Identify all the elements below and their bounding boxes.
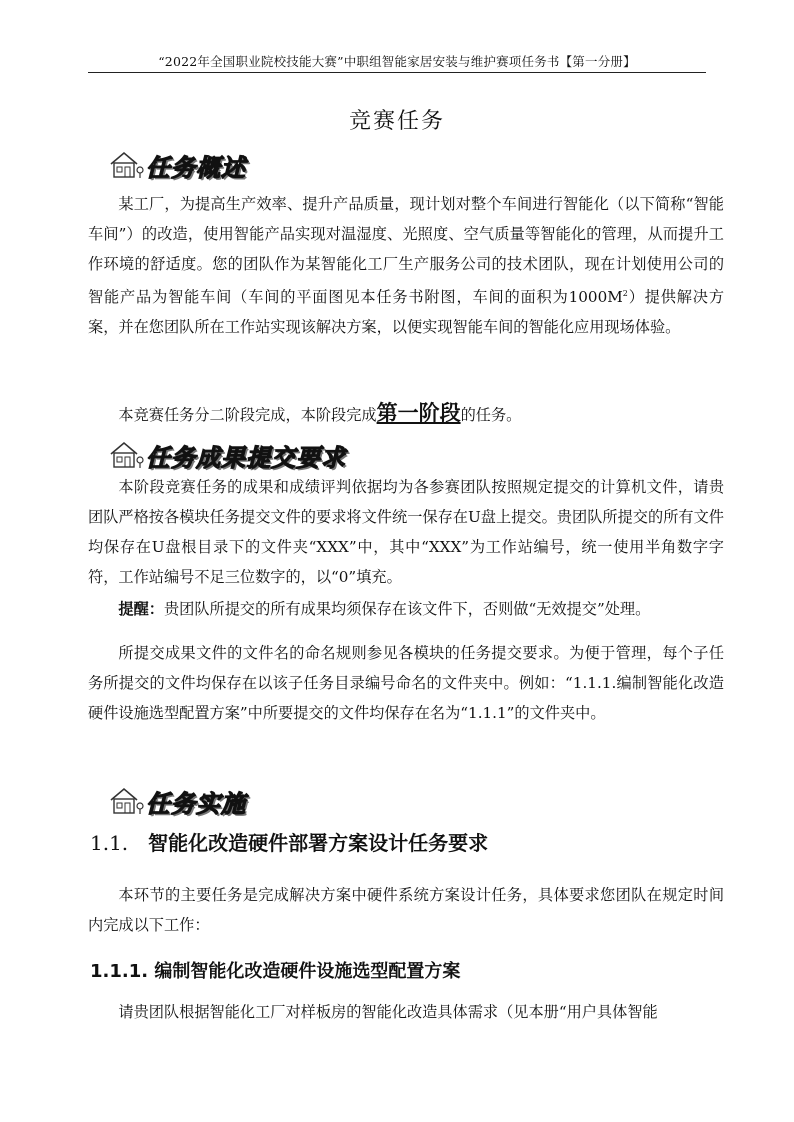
section-1-1-1-heading: 1.1.1. 编制智能化改造硬件设施选型配置方案 [90, 961, 461, 982]
banner-implementation-text: 任务实施 [146, 789, 246, 818]
running-header: “2022年全国职业院校技能大赛”中职组智能家居安装与维护赛项任务书【第一分册】 [158, 54, 636, 69]
house-icon [108, 786, 144, 816]
banner-overview [108, 150, 246, 180]
overview-text: 某工厂，为提高生产效率、提升产品质量，现计划对整个车间进行智能化（以下简称“智能车间”）的改造，使用智能产品实现对温湿度、光照度、空气质量等智能化的管理，从而提升工作环境的舒适度。您的团队作为某智能化工厂生产服务公司的技术团队，现在计划使用公司的智能产品为智能车间（车间的平面图见本任务书附图，车间的面积为1000M [88, 195, 724, 307]
header-rule [88, 72, 706, 73]
overview-paragraph-2 [88, 398, 724, 430]
reminder-paragraph [88, 594, 724, 624]
overview-paragraph-1 [88, 189, 724, 342]
superscript: 2 [622, 289, 628, 298]
banner-implementation [108, 786, 246, 816]
submission-paragraph-3: 所提交成果文件的文件名的命名规则参见各模块的任务提交要求。为便于管理，每个子任务所提交的文件均保存在以该子任务目录编号命名的文件夹中。例如：“1.1.1.编制智能化改造硬件设施选型配置方案”中所要提交的文件均保存在名为“1.1.1”的文件夹中。 [88, 644, 724, 722]
section-1-1-paragraph: 本环节的主要任务是完成解决方案中硬件系统方案设计任务，具体要求您团队在规定时间内完成以下工作： [88, 886, 724, 934]
stage-emphasis: 第一阶段 [376, 401, 461, 425]
page-title: 竞赛任务 [348, 109, 445, 134]
overview-text-tail: ）提供解决方案，并在您团队所在工作站实现该解决方案，以便实现智能车间的智能化应用现场体验。 [88, 288, 725, 337]
reminder-text: 贵团队所提交的所有成果均须保存在该文件下，否则做“无效提交”处理。 [163, 600, 651, 618]
section-title: 智能化改造硬件部署方案设计任务要求 [148, 831, 489, 855]
banner-submission-text: 任务成果提交要求 [146, 443, 346, 472]
house-icon [108, 440, 144, 470]
section-number: 1.1. [90, 831, 129, 855]
submission-paragraph-1: 本阶段竞赛任务的成果和成绩评判依据均为各参赛团队按照规定提交的计算机文件，请贵团队严格按各模块任务提交文件的要求将文件统一保存在U盘上提交。贵团队所提交的所有文件均保存在U盘根目录下的文件夹“XXX”中，其中“XXX”为工作站编号，统一使用半角数字字符，工作站编号不足三位数字的，以“0”填充。 [88, 478, 724, 586]
banner-submission [108, 440, 346, 470]
banner-overview-text: 任务概述 [146, 153, 246, 182]
section-1-1-heading [90, 827, 488, 856]
house-icon [108, 150, 144, 180]
section-1-1-1-paragraph: 请贵团队根据智能化工厂对样板房的智能化改造具体需求（见本册“用户具体智能 [118, 1003, 658, 1021]
stage-text-post: 的任务。 [460, 406, 522, 424]
reminder-label: 提醒： [118, 600, 164, 618]
stage-text-pre: 本竞赛任务分二阶段完成，本阶段完成 [118, 406, 377, 424]
